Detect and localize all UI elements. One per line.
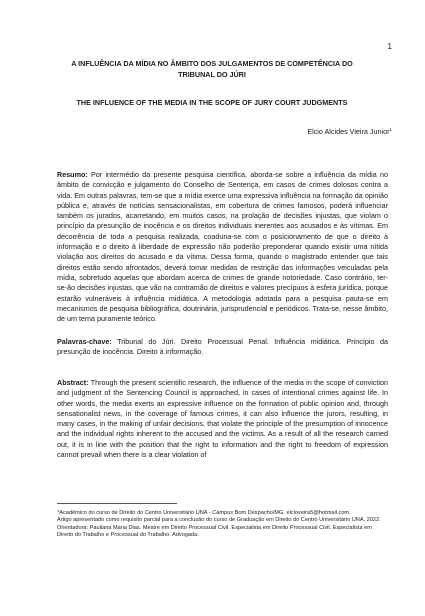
- footnote-divider: [57, 503, 177, 504]
- keywords-text: Tribunal do Júri. Direito Processual Penal. Influência midiática. Princípio da presunção de inocência. Direito à informação.: [57, 337, 388, 357]
- footnote-1-text-b: Bom Despacho/MG. elcioveira5@hotmail.com.: [233, 510, 351, 516]
- author-line: [307, 127, 392, 136]
- footnote-article-note: Artigo apresentado como requisito parcial para a conclusão do curso de Graduação em Direito do Centro Universitário UNA, 2022. Orientadora: Pauliana Maria Dias. Mestre em Direito Processual Civil. Especialista em Direito Processual Civil. Especialista em Direito do Trabalho e Processual do Trabalho. Advogada.: [57, 517, 381, 539]
- keywords-paragraph: [57, 337, 388, 358]
- resumo-text: Por intermédio da presente pesquisa científica, aborda-se sobre a influência da mídia no âmbito de convicção e julgamento do Conselho de Sentença, em casos de crimes dolosos contra a vida. Em outras palavras, tem-se que a mídia exerce uma expressiva influência na formação da opinião pública e, através de notícias sensacionalistas, em cobertura de crimes famosos, poderá influenciar também os jurados, acarretando, em muitos casos, na prolação de decisões injustas, que violam o princípio da presunção de inocência e os direitos individuais inerentes aos acusados e às vítimas. Em decorrência de toda a pesquisa realizada, coaduna-se com o posicionamento de que o direito à informação e o direito à liberdade de expressão não poderão preponderar quando existir uma nítida violação aos direitos do acusado e da vítima. Dessa forma, quando o magistrado entender que tais direitos estão sendo afrontados, deverá tomar medidas de restrição das informações veiculadas pela mídia, sobretudo aquelas que abordam acerca de crimes de grande notoriedade. Caso contrário, ter-se-ão decisões injustas, que vão na contramão de direitos e valores precípuos à esfera jurídica, porque estarão vulneráveis à influência midiática. A metodologia adotada para a pesquisa pauta-se em mecanismos de pesquisa bibliográfica, doutrinária, jurisprudencial e periódicos. Trata-se, nesse âmbito, de um tema puramente teórico.: [57, 170, 389, 324]
- author-name: Elcio Alcides Vieira Junior: [307, 127, 390, 136]
- keywords-label: Palavras-chave:: [57, 337, 112, 346]
- page-number: 1: [387, 42, 392, 51]
- title-portuguese: A INFLUÊNCIA DA MÍDIA NO ÂMBITO DOS JULGAMENTOS DE COMPETÊNCIA DO TRIBUNAL DO JÚRI: [71, 59, 353, 79]
- footnote-mark: 1: [57, 508, 60, 513]
- footnote-1: [57, 507, 388, 517]
- title-english: THE INFLUENCE OF THE MEDIA IN THE SCOPE OF JURY COURT JUDGMENTS: [76, 98, 348, 107]
- footnotes: [57, 507, 388, 540]
- abstract-label: Abstract:: [57, 378, 89, 387]
- abstract-text: Through the present scientific research, the influence of the media in the scope of conviction and judgment of the Sentencing Council is approached, in cases of intentional crimes against life. In other words, the media exerts an expressive influence on the formation of public opinion and, through sensationalist news, in the coverage of famous crimes, it can also influence the jurors, resulting, in many cases, in the making of unfair decisions, that violate the principle of the presumption of innocence and the individual rights inherent to the accused and the victims. As a result of all the research carried out, it is in line with the position that the right to information and the right to freedom of expression cannot prevail when there is a clear violation of: [57, 378, 388, 460]
- footnote-1-campus: Campus: [212, 510, 234, 516]
- resumo-paragraph: [57, 170, 388, 324]
- footnote-1-text-a: Acadêmico do curso de Direito do Centro Universitário UNA -: [59, 510, 213, 516]
- author-footnote-mark[interactable]: 1: [389, 127, 392, 132]
- resumo-label: Resumo:: [57, 170, 88, 179]
- abstract-paragraph: [57, 378, 388, 460]
